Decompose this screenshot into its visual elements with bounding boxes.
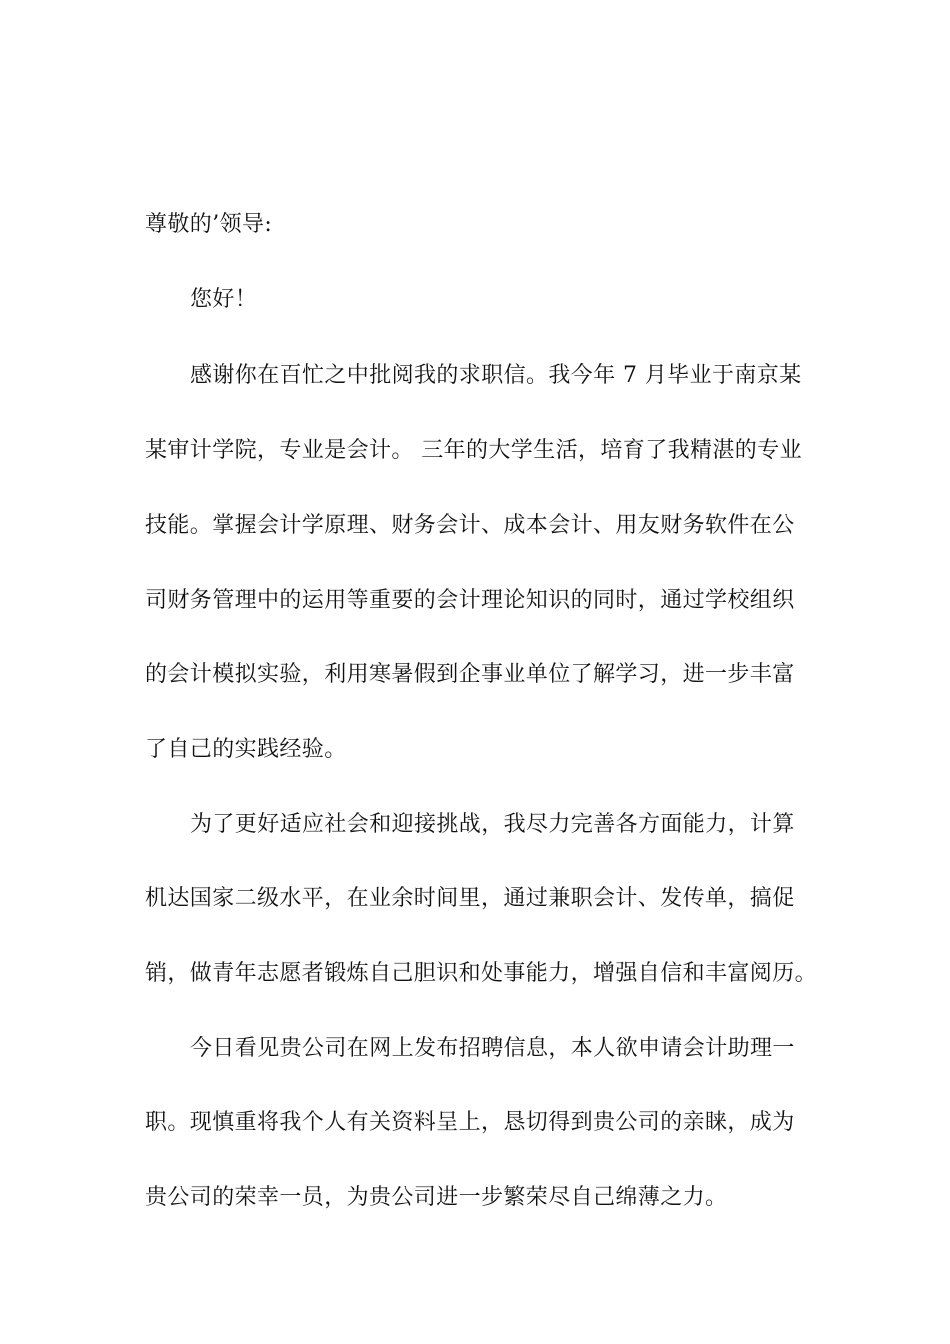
greeting: 您好！ (190, 287, 258, 312)
paragraph-line: 某审计学院，专业是会计。 三年的大学生活，培育了我精湛的专业 (145, 438, 802, 463)
paragraph-line: 机达国家二级水平，在业余时间里，通过兼职会计、发传单，搞促 (145, 886, 795, 911)
paragraph-line: 司财务管理中的运用等重要的会计理论知识的同时，通过学校组织 (145, 588, 795, 613)
paragraph-line: 了自己的实践经验。 (145, 737, 347, 762)
paragraph-line: 为了更好适应社会和迎接挑战，我尽力完善各方面能力，计算 (190, 812, 795, 837)
paragraph-line: 销，做青年志愿者锻炼自己胆识和处事能力，增强自信和丰富阅历。 (145, 961, 818, 986)
paragraph-line: 贵公司的荣幸一员，为贵公司进一步繁荣尽自己绵薄之力。 (145, 1185, 728, 1210)
salutation: 尊敬的’领导: (145, 212, 273, 237)
paragraph-line: 的会计模拟实验，利用寒暑假到企事业单位了解学习，进一步丰富 (145, 662, 795, 687)
paragraph-line: 感谢你在百忙之中批阅我的求职信。我今年 7 月毕业于南京某 (190, 363, 802, 388)
paragraph-line: 今日看见贵公司在网上发布招聘信息，本人欲申请会计助理一 (190, 1036, 795, 1061)
paragraph-line: 技能。掌握会计学原理、财务会计、成本会计、用友财务软件在公 (145, 513, 795, 538)
paragraph-line: 职。现慎重将我个人有关资料呈上，恳切得到贵公司的亲睐，成为 (145, 1110, 795, 1135)
